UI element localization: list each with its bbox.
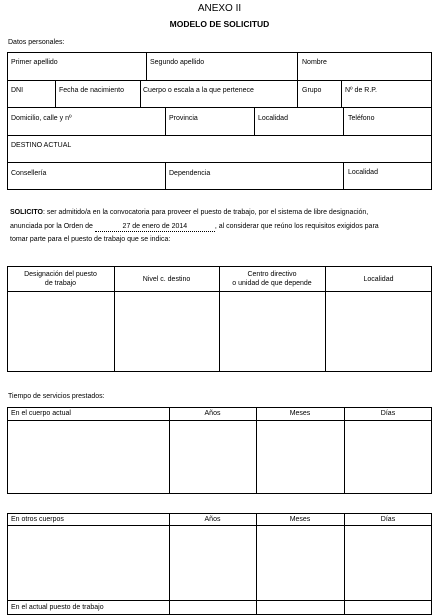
- row-divider: [7, 107, 432, 108]
- input-meses-otros-cuerpos[interactable]: [257, 526, 344, 600]
- row-label-cuerpo-actual: En el cuerpo actual: [11, 410, 71, 417]
- input-dias-otros-cuerpos[interactable]: [345, 526, 431, 600]
- col-header-dias: Días: [380, 516, 396, 523]
- solicito-text-2a: anunciada por la Orden de: [10, 223, 93, 230]
- personal-data-heading: Datos personales:: [8, 39, 65, 46]
- field-provincia[interactable]: Provincia: [169, 115, 198, 122]
- input-designacion[interactable]: [8, 292, 114, 371]
- col-header-centro: [219, 270, 325, 288]
- field-telefono[interactable]: Teléfono: [348, 115, 375, 122]
- col-divider: [146, 52, 147, 80]
- solicito-line-2: [10, 222, 379, 232]
- col-divider: [165, 162, 166, 190]
- input-dias-cuerpo-actual[interactable]: [345, 421, 431, 493]
- input-nivel[interactable]: [115, 292, 219, 371]
- row-divider: [7, 600, 432, 601]
- annex-title: ANEXO II: [197, 3, 242, 14]
- input-anos-otros-cuerpos[interactable]: [170, 526, 256, 600]
- field-localidad[interactable]: Localidad: [258, 115, 288, 122]
- field-dependencia[interactable]: Dependencia: [169, 170, 211, 177]
- col-divider: [297, 80, 298, 107]
- col-divider: [343, 162, 344, 190]
- col-header-anos: Años: [204, 516, 221, 523]
- input-anos-cuerpo-actual[interactable]: [170, 421, 256, 493]
- row-label-actual-puesto: En el actual puesto de trabajo: [11, 604, 104, 611]
- field-primer-apellido[interactable]: Primer apellido: [11, 59, 58, 66]
- field-conselleria[interactable]: Consellería: [11, 170, 47, 177]
- row-divider: [7, 162, 432, 163]
- input-centro[interactable]: [220, 292, 325, 371]
- col-divider: [254, 107, 255, 135]
- field-segundo-apellido[interactable]: Segundo apellido: [150, 59, 205, 66]
- orden-date-field[interactable]: 27 de enero de 2014: [95, 222, 215, 232]
- form-title: MODELO DE SOLICITUD: [169, 19, 270, 29]
- col-divider: [140, 80, 141, 107]
- col-header-anos: Años: [204, 410, 221, 417]
- row-divider: [7, 80, 432, 81]
- field-localidad-destino[interactable]: Localidad: [348, 169, 378, 176]
- col-header-meses: Meses: [289, 516, 311, 523]
- destino-actual-label: DESTINO ACTUAL: [11, 142, 72, 149]
- col-header-centro-line1: Centro directivo: [247, 271, 297, 278]
- input-localidad[interactable]: [326, 292, 431, 371]
- solicito-line-3: tomar parte para el puesto de trabajo que se indica:: [10, 236, 171, 243]
- field-dni[interactable]: DNI: [11, 87, 24, 94]
- input-meses-cuerpo-actual[interactable]: [257, 421, 344, 493]
- field-domicilio[interactable]: Domicilio, calle y nº: [11, 115, 72, 122]
- col-divider: [55, 80, 56, 107]
- col-divider: [297, 52, 298, 80]
- col-divider: [343, 107, 344, 135]
- solicito-line-1: [10, 208, 368, 217]
- col-header-dias: Días: [380, 410, 396, 417]
- field-grupo[interactable]: Grupo: [302, 87, 322, 94]
- col-divider: [341, 80, 342, 107]
- field-fecha-nacimiento[interactable]: Fecha de nacimiento: [59, 87, 124, 94]
- col-header-nivel: Nivel c. destino: [142, 276, 191, 283]
- col-header-designacion: [7, 270, 114, 288]
- field-nombre[interactable]: Nombre: [302, 59, 327, 66]
- solicito-keyword: SOLICITO: [10, 209, 43, 216]
- solicito-text-1: : ser admitido/a en la convocatoria para proveer el puesto de trabajo, por el sistema de libre designación,: [42, 209, 369, 216]
- row-divider: [7, 135, 432, 136]
- col-header-meses: Meses: [289, 410, 311, 417]
- tiempo-heading: Tiempo de servicios prestados:: [8, 393, 105, 400]
- field-n-rp[interactable]: Nº de R.P.: [345, 87, 377, 94]
- col-header-designacion-line2: de trabajo: [44, 280, 77, 287]
- col-header-localidad: Localidad: [363, 276, 394, 283]
- row-label-otros-cuerpos: En otros cuerpos: [11, 516, 64, 523]
- solicito-text-2b: , al considerar que reúno los requisitos exigidos para: [214, 223, 379, 230]
- col-header-designacion-line1: Designación del puesto: [24, 271, 97, 278]
- col-divider: [165, 107, 166, 135]
- col-header-centro-line2: o unidad de que depende: [232, 280, 312, 287]
- field-cuerpo-escala[interactable]: Cuerpo o escala a la que pertenece: [143, 87, 254, 94]
